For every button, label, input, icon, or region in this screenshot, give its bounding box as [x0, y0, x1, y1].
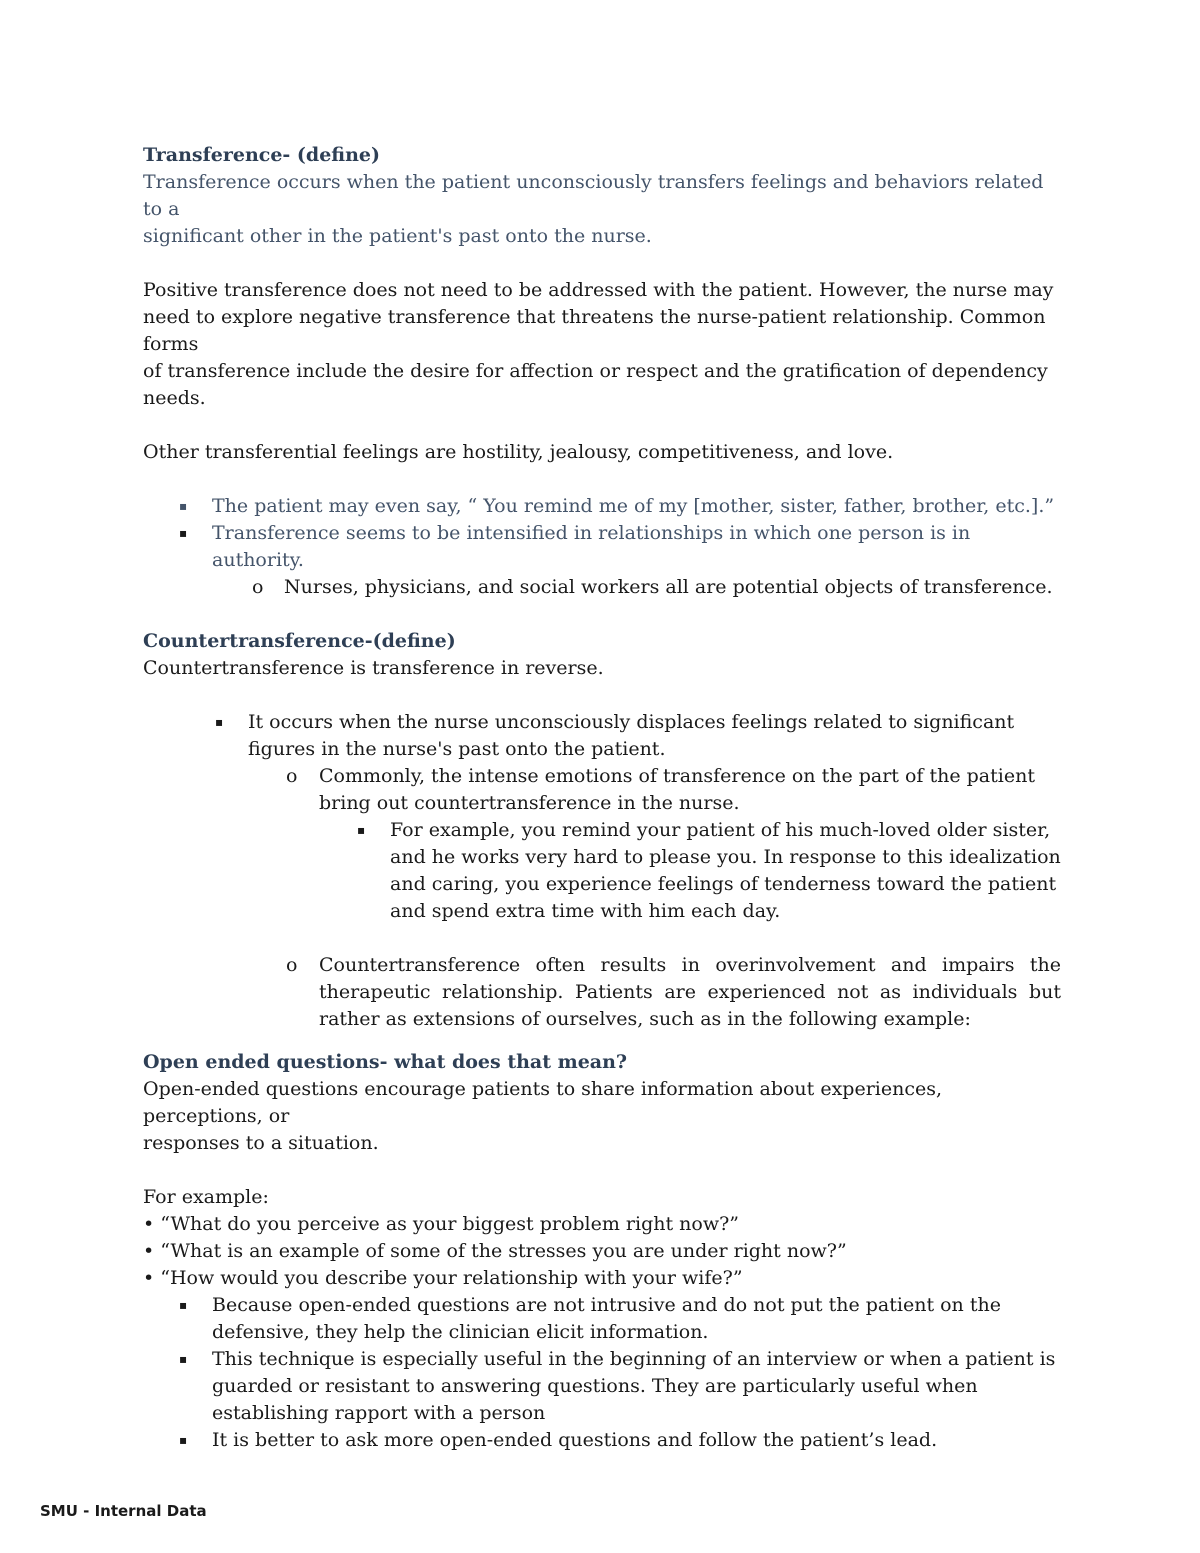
- list-item: [143, 574, 1063, 601]
- square-bullet-icon: ▪: [215, 715, 224, 729]
- transference-para2-line5: needs.: [143, 387, 206, 409]
- transference-bullet1: The patient may even say, “ You remind me of my [mother, sister, father, brother, etc.].”: [212, 495, 1055, 517]
- document-body: [143, 142, 1063, 1454]
- open-ended-bullet2-line3: establishing rapport with a person: [212, 1402, 546, 1424]
- countertransference-subsub-line1: For example, you remind your patient of his much-loved older sister,: [390, 819, 1051, 841]
- open-ended-bullet2-line2: guarded or resistant to answering questions. They are particularly useful when: [212, 1375, 978, 1397]
- circle-bullet-icon: o: [252, 576, 264, 598]
- countertransference-definition: Countertransference is transference in reverse.: [143, 657, 604, 679]
- open-ended-definition-line1: Open-ended questions encourage patients to share information about experiences, perceptions, or: [143, 1078, 943, 1127]
- countertransference-subsub-line4: and spend extra time with him each day.: [390, 900, 781, 922]
- transference-para2-line3: forms: [143, 333, 199, 355]
- transference-para2-line2: need to explore negative transference that threatens the nurse-patient relationship. Common: [143, 306, 1046, 328]
- square-bullet-icon: ▪: [357, 823, 366, 837]
- open-ended-example: • “What do you perceive as your biggest problem right now?”: [143, 1213, 739, 1235]
- list-item: [143, 1292, 1063, 1346]
- list-item: [143, 1346, 1063, 1427]
- open-ended-bullet1-line2: defensive, they help the clinician elicit information.: [212, 1321, 709, 1343]
- square-bullet-icon: ▪: [179, 499, 188, 513]
- open-ended-example: • “How would you describe your relationship with your wife?”: [143, 1267, 743, 1289]
- list-item: [143, 493, 1063, 520]
- countertransference-heading: Countertransference-(define): [143, 630, 456, 652]
- square-bullet-icon: ▪: [179, 526, 188, 540]
- transference-definition-line1: Transference occurs when the patient unconsciously transfers feelings and behaviors related to a: [143, 171, 1044, 220]
- countertransference-bullet1-line2: figures in the nurse's past onto the patient.: [248, 738, 666, 760]
- open-ended-bullet2-line1: This technique is especially useful in the beginning of an interview or when a patient is: [212, 1348, 1056, 1370]
- square-bullet-icon: ▪: [179, 1352, 188, 1366]
- transference-para2-line4: of transference include the desire for affection or respect and the gratification of dependency: [143, 360, 1048, 382]
- list-item: [143, 763, 1063, 817]
- transference-para2-line1: Positive transference does not need to be addressed with the patient. However, the nurse may: [143, 279, 1054, 301]
- circle-bullet-icon: o: [286, 765, 298, 787]
- open-ended-heading: Open ended questions- what does that mean?: [143, 1051, 628, 1073]
- countertransference-sub1-line2: bring out countertransference in the nurse.: [319, 792, 740, 814]
- countertransference-bullet1-line1: It occurs when the nurse unconsciously displaces feelings related to significant: [248, 711, 1015, 733]
- open-ended-bullet3: It is better to ask more open-ended questions and follow the patient’s lead.: [212, 1429, 938, 1451]
- countertransference-subsub-line2: and he works very hard to please you. In response to this idealization: [390, 846, 1061, 868]
- circle-bullet-icon: o: [286, 954, 298, 976]
- open-ended-example: • “What is an example of some of the stresses you are under right now?”: [143, 1240, 847, 1262]
- square-bullet-icon: ▪: [179, 1433, 188, 1447]
- transference-definition-line2: significant other in the patient's past onto the nurse.: [143, 225, 652, 247]
- countertransference-subsub-line3: and caring, you experience feelings of tenderness toward the patient: [390, 873, 1057, 895]
- footer-classification-label: SMU - Internal Data: [40, 1502, 207, 1520]
- open-ended-definition-line2: responses to a situation.: [143, 1132, 379, 1154]
- open-ended-example-label: For example:: [143, 1186, 269, 1208]
- list-item: [143, 520, 1063, 574]
- transference-para3: Other transferential feelings are hostility, jealousy, competitiveness, and love.: [143, 441, 894, 463]
- open-ended-bullet1-line1: Because open-ended questions are not intrusive and do not put the patient on the: [212, 1294, 1001, 1316]
- list-item: [143, 709, 1063, 763]
- countertransference-sub2: Countertransference often results in overinvolvement and impairs the therapeutic relationship. Patients are experienced not as individuals but rather as extensions of ourselves, such as in the following example:: [319, 954, 1061, 1030]
- list-item: [143, 1427, 1063, 1454]
- list-item: [143, 952, 1061, 1033]
- countertransference-sub1-line1: Commonly, the intense emotions of transference on the part of the patient: [319, 765, 1035, 787]
- square-bullet-icon: ▪: [179, 1298, 188, 1312]
- transference-sub1: Nurses, physicians, and social workers all are potential objects of transference.: [284, 576, 1053, 598]
- transference-heading: Transference- (define): [143, 144, 380, 166]
- transference-bullet2: Transference seems to be intensified in relationships in which one person is in authority.: [212, 522, 971, 571]
- list-item: [143, 817, 1063, 925]
